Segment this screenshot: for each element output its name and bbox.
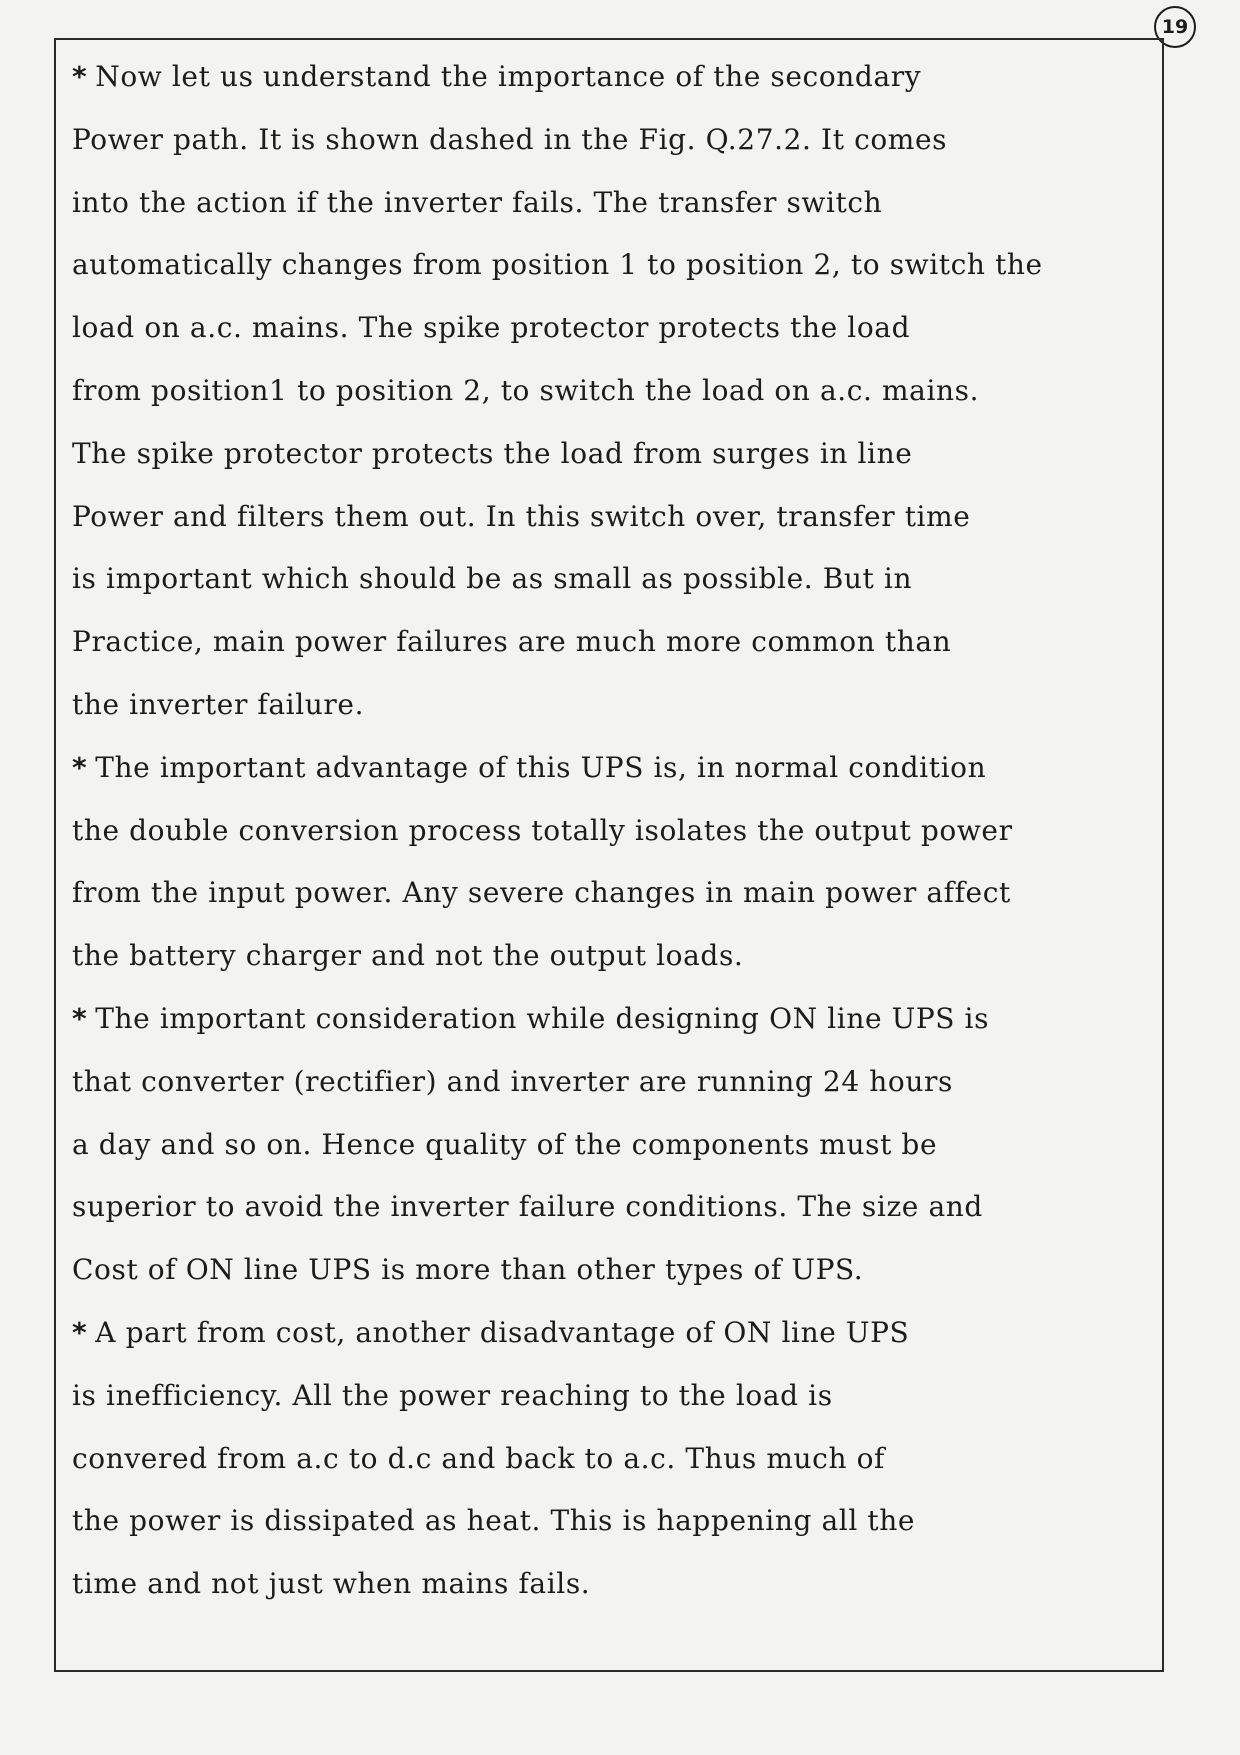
text-line: from position1 to position 2, to switch the load on a.c. mains. [72,373,980,407]
text-line: The spike protector protects the load from surges in line [72,436,913,470]
text-line: automatically changes from position 1 to position 2, to switch the [72,248,1043,282]
text-line: Cost of ON line UPS is more than other types of UPS. [72,1253,864,1287]
text-line: Power path. It is shown dashed in the Fig. Q.27.2. It comes [72,122,948,156]
text-line: * A part from cost, another disadvantage of ON line UPS [72,1315,910,1349]
handwritten-text [72,46,1152,1616]
text-line: superior to avoid the inverter failure conditions. The size and [72,1190,983,1224]
text-line: convered from a.c to d.c and back to a.c. Thus much of [72,1441,886,1475]
text-line: the power is dissipated as heat. This is happening all the [72,1504,916,1538]
text-line: the battery charger and not the output loads. [72,939,744,973]
text-line: * The important consideration while designing ON line UPS is [72,1001,990,1035]
text-line: is important which should be as small as possible. But in [72,562,913,596]
bullet-star-icon: * [72,750,88,784]
text-line: the double conversion process totally isolates the output power [72,813,1013,847]
text-line: into the action if the inverter fails. The transfer switch [72,185,883,219]
page-frame [54,38,1164,1672]
text-line: * The important advantage of this UPS is, in normal condition [72,750,987,784]
bullet-star-icon: * [72,1001,88,1035]
bullet-star-icon: * [72,60,88,93]
text-line: a day and so on. Hence quality of the components must be [72,1127,938,1161]
text-line: Power and filters them out. In this switch over, transfer time [72,499,971,533]
bullet-star-icon: * [72,1315,88,1349]
text-line: * Now let us understand the importance of the secondary [72,60,922,93]
text-line: that converter (rectifier) and inverter are running 24 hours [72,1064,953,1098]
text-line: time and not just when mains fails. [72,1567,591,1601]
text-line: Practice, main power failures are much more common than [72,625,952,659]
text-line: from the input power. Any severe changes in main power affect [72,876,1011,910]
page-number: 19 [1154,6,1196,48]
text-line: is inefficiency. All the power reaching to the load is [72,1378,833,1412]
text-line: load on a.c. mains. The spike protector protects the load [72,311,911,345]
text-line: the inverter failure. [72,687,365,721]
